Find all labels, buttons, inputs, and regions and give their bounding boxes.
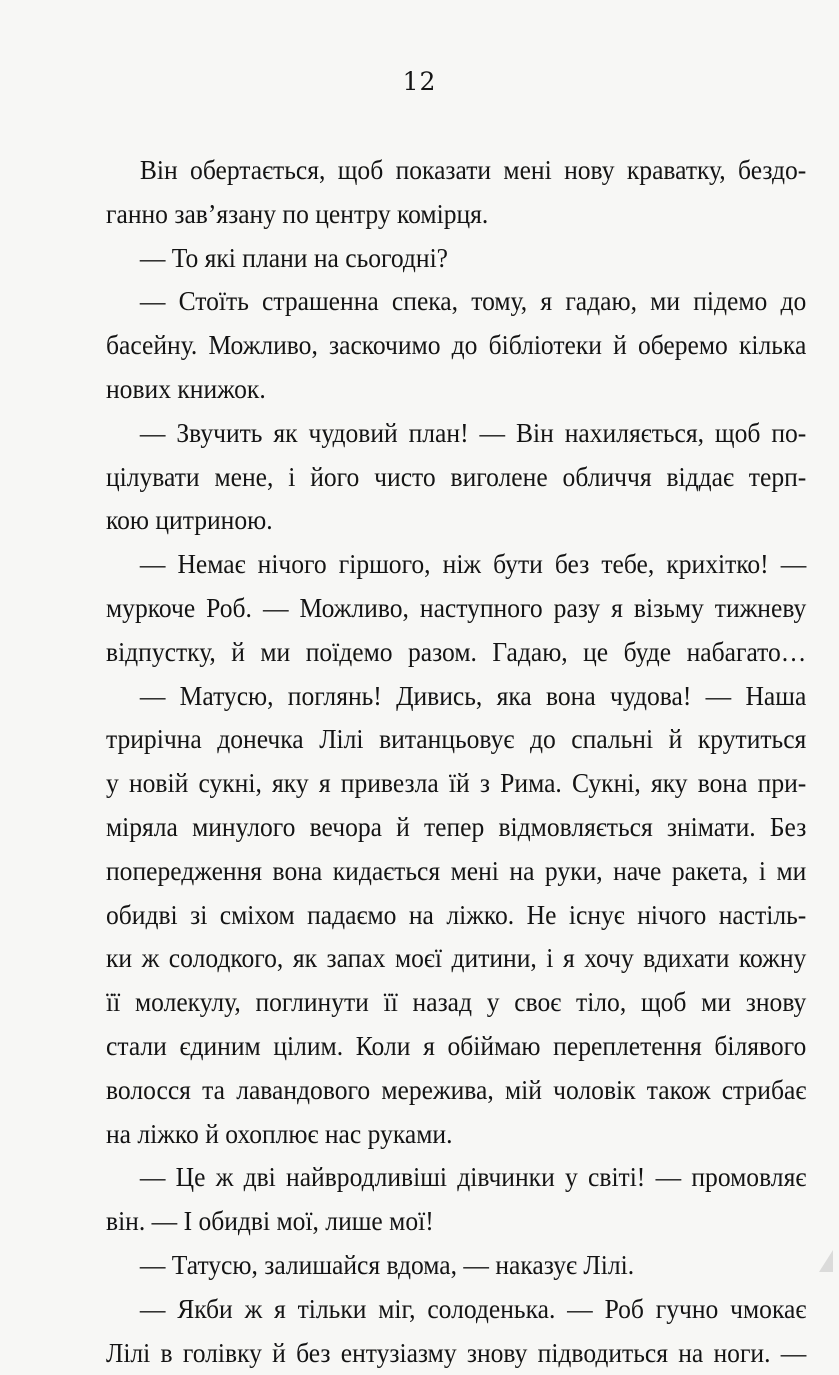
text-line: у новій сукні, яку я привезла їй з Рима. Сукні, яку вона при- xyxy=(106,768,807,799)
text-line: обидві зі сміхом падаємо на ліжко. Не існує нічого настіль- xyxy=(106,899,807,930)
text-line: міряла минулого вечора й тепер відмовляється знімати. Без xyxy=(106,811,807,842)
text-line: Він обертається, щоб показати мені нову краватку, бездо- xyxy=(139,155,807,185)
text-line: — Це ж дві найвродливіші дівчинки у світі! — промовляє xyxy=(139,1162,807,1193)
text-line: — Матусю, поглянь! Дивись, яка вона чудова! — Наша xyxy=(139,680,807,711)
body-text xyxy=(106,149,806,1375)
text-line: — Татусю, залишайся вдома, — наказує Лілі. xyxy=(139,1249,635,1280)
text-line: — Немає нічого гіршого, ніж бути без тебе, крихітко! — xyxy=(139,549,807,580)
text-line: — Стоїть страшенна спека, тому, я гадаю, ми підемо до xyxy=(139,286,807,317)
text-line: відпустку, й ми поїдемо разом. Гадаю, це буде набагато… xyxy=(106,636,807,667)
text-line: волосся та лавандового мережива, мій чоловік також стрибає xyxy=(106,1074,807,1105)
text-line: — Якби ж я тільки міг, солоденька. — Роб гучно чмокає xyxy=(139,1293,807,1324)
text-line: муркоче Роб. — Можливо, наступного разу я візьму тижневу xyxy=(106,592,807,623)
text-line: — То які плани на сьогодні? xyxy=(139,242,449,273)
text-line: Лілі в голівку й без ентузіазму знову підводиться на ноги. — xyxy=(106,1337,807,1368)
text-line: трирічна донечка Лілі витанцьовує до спальні й крутиться xyxy=(106,724,807,755)
text-line: басейну. Можливо, заскочимо до бібліотеки й оберемо кілька xyxy=(106,330,807,361)
text-line: попередження вона кидається мені на руки, наче ракета, і ми xyxy=(106,855,807,886)
text-line: її молекулу, поглинути її назад у своє тіло, щоб ми знову xyxy=(106,987,807,1018)
text-line: стали єдиним цілим. Коли я обіймаю переплетення білявого xyxy=(106,1030,807,1061)
page-number: 12 xyxy=(402,67,437,96)
page-corner-mark xyxy=(819,1250,833,1272)
text-line: — Звучить як чудовий план! — Він нахиляється, щоб по- xyxy=(139,417,807,448)
text-line: кою цитриною. xyxy=(106,505,273,536)
text-line: нових книжок. xyxy=(106,373,266,404)
text-line: ки ж солодкого, як запах моєї дитини, і я хочу вдихати кожну xyxy=(106,943,807,974)
text-line: він. — І обидві мої, лише мої! xyxy=(106,1206,434,1237)
text-line: на ліжко й охоплює нас руками. xyxy=(106,1118,453,1149)
text-line: цілувати мене, і його чисто виголене обличчя віддає терп- xyxy=(106,461,807,492)
text-line: ганно зав’язану по центру комірця. xyxy=(106,198,489,229)
